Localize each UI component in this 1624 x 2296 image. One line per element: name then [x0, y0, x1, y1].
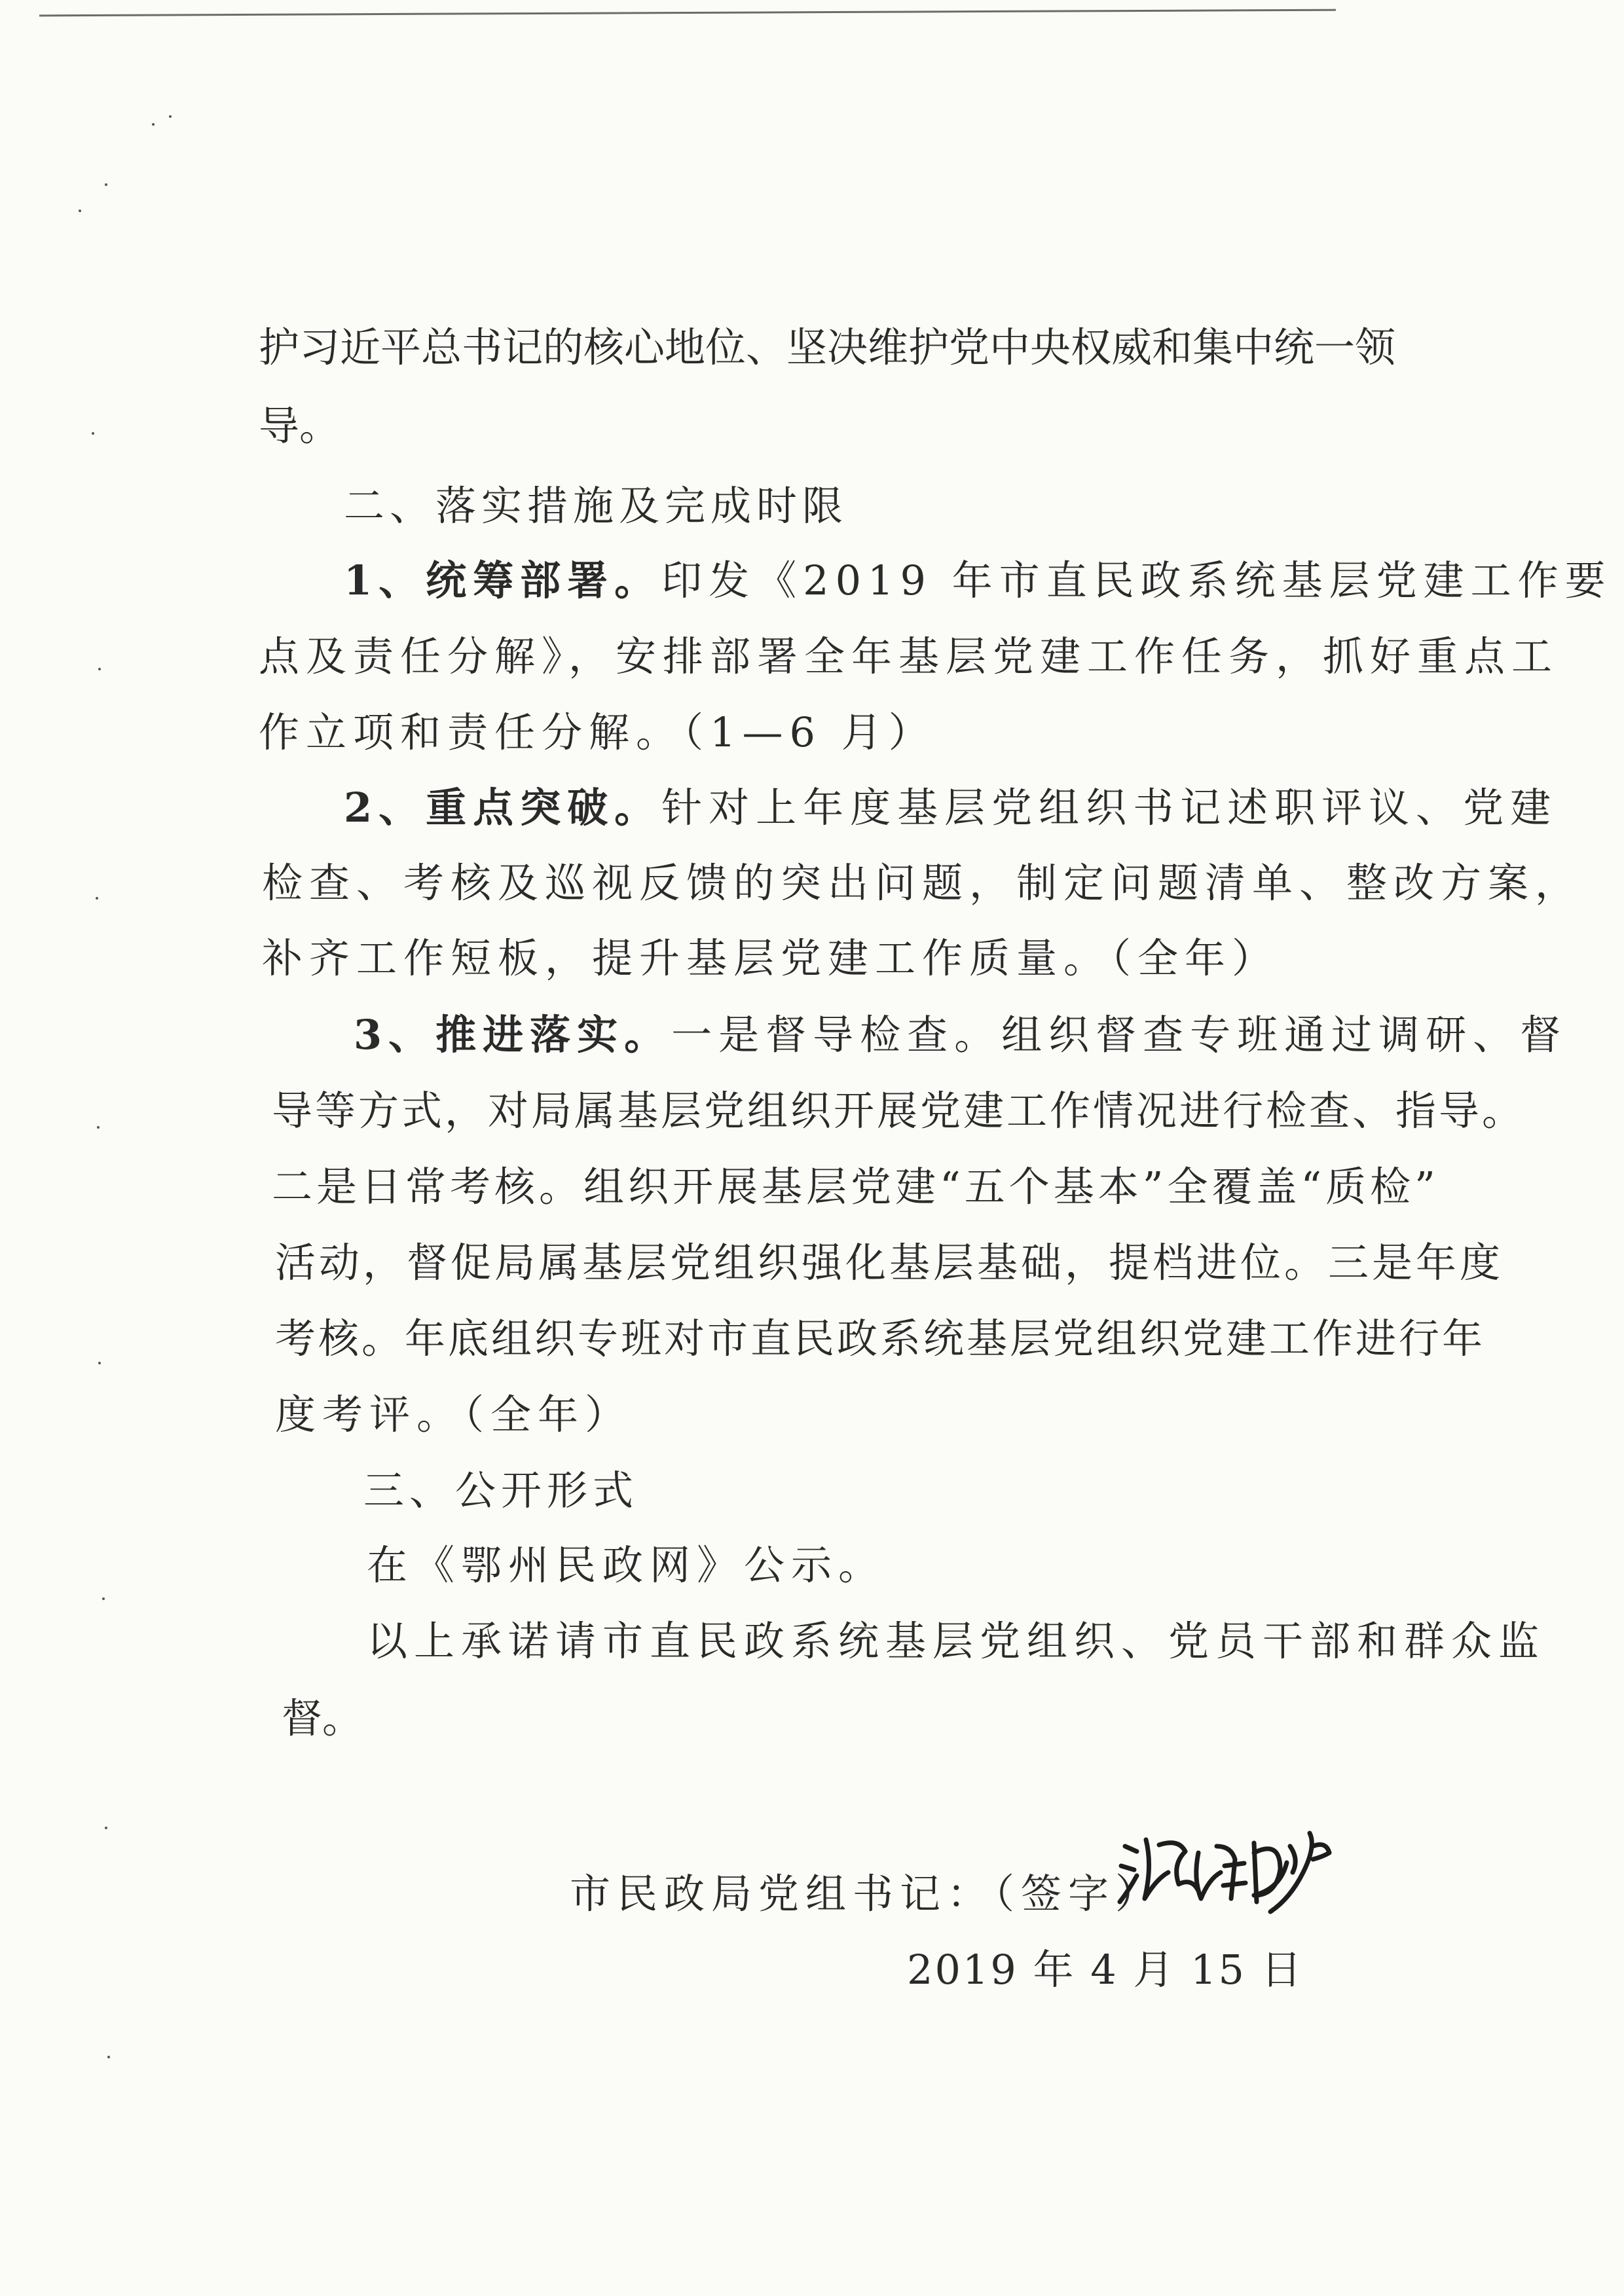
scan-speck [98, 1362, 101, 1364]
item-3-line: 考核。年底组织专班对市直民政系统基层党组织党建工作进行年 [275, 1315, 1486, 1362]
item-3-line: 度考评。（全年） [275, 1391, 633, 1438]
closing-line: 以上承诺请市直民政系统基层党组织、党员干部和群众监 [367, 1617, 1546, 1665]
item-2-label: 2、重点突破。 [344, 784, 662, 831]
scan-speck [96, 897, 98, 900]
scan-speck [97, 1126, 100, 1129]
paragraph-line: 导。 [259, 402, 341, 450]
item-3-line: 活动，督促局属基层党组织强化基层基础，提档进位。三是年度 [275, 1239, 1504, 1286]
item-3-label: 3、推进落实。 [354, 1011, 672, 1059]
handwritten-signature [1113, 1820, 1336, 1925]
scan-speck [105, 1827, 107, 1829]
item-2-line: 补齐工作短板，提升基层党建工作质量。（全年） [262, 934, 1280, 982]
item-1-line: 点及责任分解》，安排部署全年基层党建工作任务，抓好重点工 [259, 632, 1559, 680]
signature-date: 2019 年 4 月 15 日 [907, 1946, 1304, 1994]
signature-title: 市民政局党组书记：（签字） [570, 1870, 1163, 1918]
closing-line: 督。 [282, 1694, 363, 1742]
section-heading: 三、公开形式 [363, 1467, 639, 1514]
item-2-line: 2、重点突破。针对上年度基层党组织书记述职评议、党建 [344, 784, 1558, 831]
scan-speck [107, 2056, 110, 2058]
item-1-label: 1、统筹部署。 [344, 556, 662, 604]
item-2-line: 检查、考核及巡视反馈的突出问题，制定问题清单、整改方案， [262, 859, 1583, 907]
scan-speck [152, 123, 155, 126]
scan-speck [92, 432, 94, 435]
scan-edge-line [39, 9, 1336, 17]
scan-speck [105, 183, 107, 186]
scan-speck [98, 668, 101, 670]
scan-speck [102, 1597, 105, 1600]
item-3-line: 3、推进落实。一是督导检查。组织督查专班通过调研、督 [354, 1011, 1568, 1059]
scan-speck [79, 210, 81, 212]
item-1-line: 作立项和责任分解。（1—6 月） [259, 708, 936, 756]
item-1-line: 1、统筹部署。印发《2019 年市直民政系统基层党建工作要 [344, 556, 1612, 604]
item-3-line: 导等方式，对局属基层党组织开展党建工作情况进行检查、指导。 [272, 1087, 1526, 1135]
section-heading: 二、落实措施及完成时限 [344, 482, 849, 530]
item-3-line: 二是日常考核。组织开展基层党建“五个基本”全覆盖“质检” [272, 1163, 1439, 1211]
section-3-line: 在《鄂州民政网》公示。 [367, 1541, 886, 1589]
paragraph-line: 护习近平总书记的核心地位、坚决维护党中央权威和集中统一领 [259, 323, 1396, 371]
scan-speck [169, 115, 172, 118]
